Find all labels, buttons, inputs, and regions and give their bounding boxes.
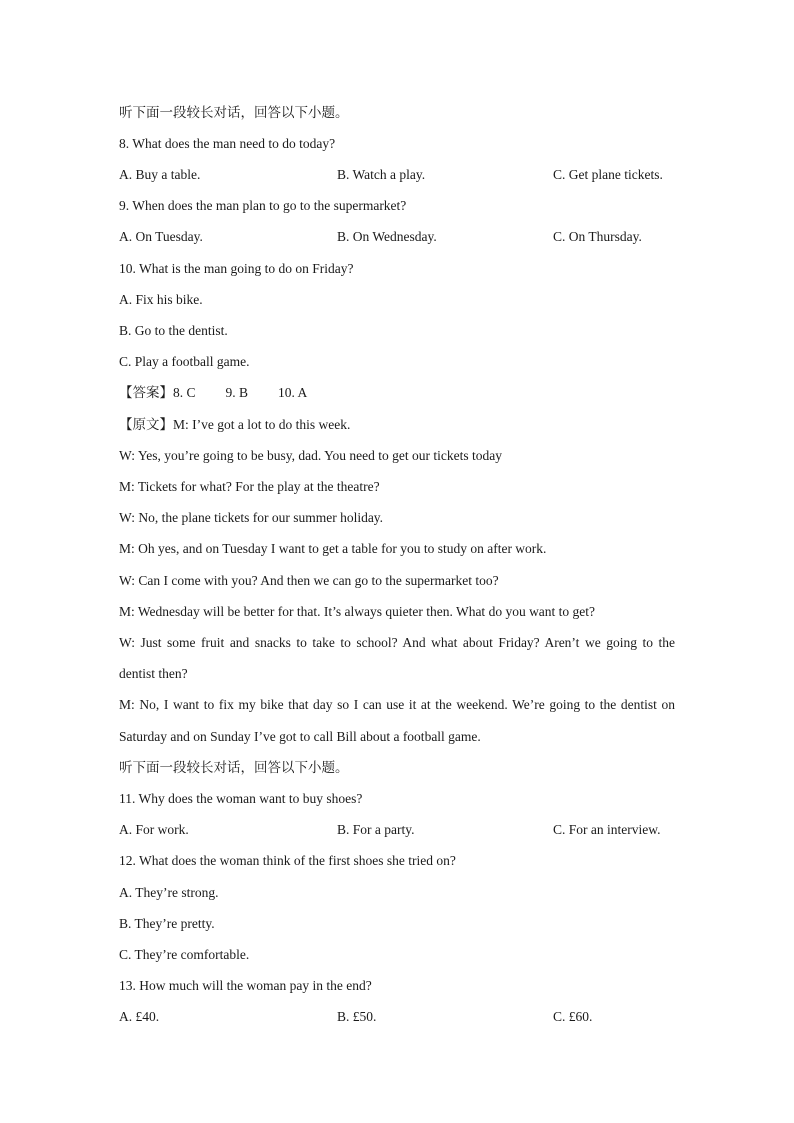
- section2-instruction: 听下面一段较长对话，回答以下小题。: [119, 760, 349, 775]
- q11-option-a: A. For work.: [119, 822, 189, 837]
- q10-option-b: B. Go to the dentist.: [119, 323, 228, 338]
- q10-option-c: C. Play a football game.: [119, 354, 250, 369]
- transcript-line-1: [119, 416, 350, 434]
- q13-option-c: C. £60.: [553, 1009, 593, 1024]
- transcript-text-1: M: I’ve got a lot to do this week.: [173, 417, 351, 432]
- transcript-line-7: M: Wednesday will be better for that. It’s always quieter then. What do you want to get?: [119, 604, 596, 619]
- answer-10: 10. A: [278, 385, 308, 400]
- transcript-line-5: M: Oh yes, and on Tuesday I want to get a table for you to study on after work.: [119, 541, 547, 556]
- question-13: 13. How much will the woman pay in the end?: [119, 978, 372, 993]
- q12-option-a: A. They’re strong.: [119, 885, 219, 900]
- transcript-line-9a: M: No, I want to fix my bike that day so I can use it at the weekend. We’re going to the dentist on: [119, 697, 675, 712]
- question-8: 8. What does the man need to do today?: [119, 136, 336, 151]
- answer-label: 【答案】: [119, 385, 173, 400]
- q9-option-b: B. On Wednesday.: [337, 229, 437, 244]
- question-9: 9. When does the man plan to go to the supermarket?: [119, 198, 407, 213]
- q9-option-a: A. On Tuesday.: [119, 229, 203, 244]
- transcript-line-4: W: No, the plane tickets for our summer holiday.: [119, 510, 384, 525]
- question-11: 11. Why does the woman want to buy shoes?: [119, 791, 363, 806]
- q12-option-b: B. They’re pretty.: [119, 916, 215, 931]
- q8-option-a: A. Buy a table.: [119, 167, 201, 182]
- q11-option-b: B. For a party.: [337, 822, 415, 837]
- transcript-label: 【原文】: [119, 417, 173, 432]
- transcript-line-8a: W: Just some fruit and snacks to take to school? And what about Friday? Aren’t we going to the: [119, 635, 675, 650]
- question-12: 12. What does the woman think of the first shoes she tried on?: [119, 853, 456, 868]
- q8-option-b: B. Watch a play.: [337, 167, 426, 182]
- q9-option-c: C. On Thursday.: [553, 229, 642, 244]
- transcript-line-6: W: Can I come with you? And then we can go to the supermarket too?: [119, 573, 499, 588]
- transcript-line-9b: Saturday and on Sunday I’ve got to call Bill about a football game.: [119, 729, 481, 744]
- q8-option-c: C. Get plane tickets.: [553, 167, 663, 182]
- transcript-line-8b: dentist then?: [119, 666, 188, 681]
- answer-line: [119, 384, 307, 402]
- q11-option-c: C. For an interview.: [553, 822, 661, 837]
- q13-option-b: B. £50.: [337, 1009, 377, 1024]
- transcript-line-3: M: Tickets for what? For the play at the theatre?: [119, 479, 380, 494]
- answer-8: 8. C: [173, 385, 196, 400]
- transcript-line-2: W: Yes, you’re going to be busy, dad. You need to get our tickets today: [119, 448, 502, 463]
- q12-option-c: C. They’re comfortable.: [119, 947, 250, 962]
- q13-option-a: A. £40.: [119, 1009, 160, 1024]
- section1-instruction: 听下面一段较长对话，回答以下小题。: [119, 105, 349, 120]
- q10-option-a: A. Fix his bike.: [119, 292, 203, 307]
- question-10: 10. What is the man going to do on Friday?: [119, 261, 354, 276]
- answer-9: 9. B: [225, 385, 249, 400]
